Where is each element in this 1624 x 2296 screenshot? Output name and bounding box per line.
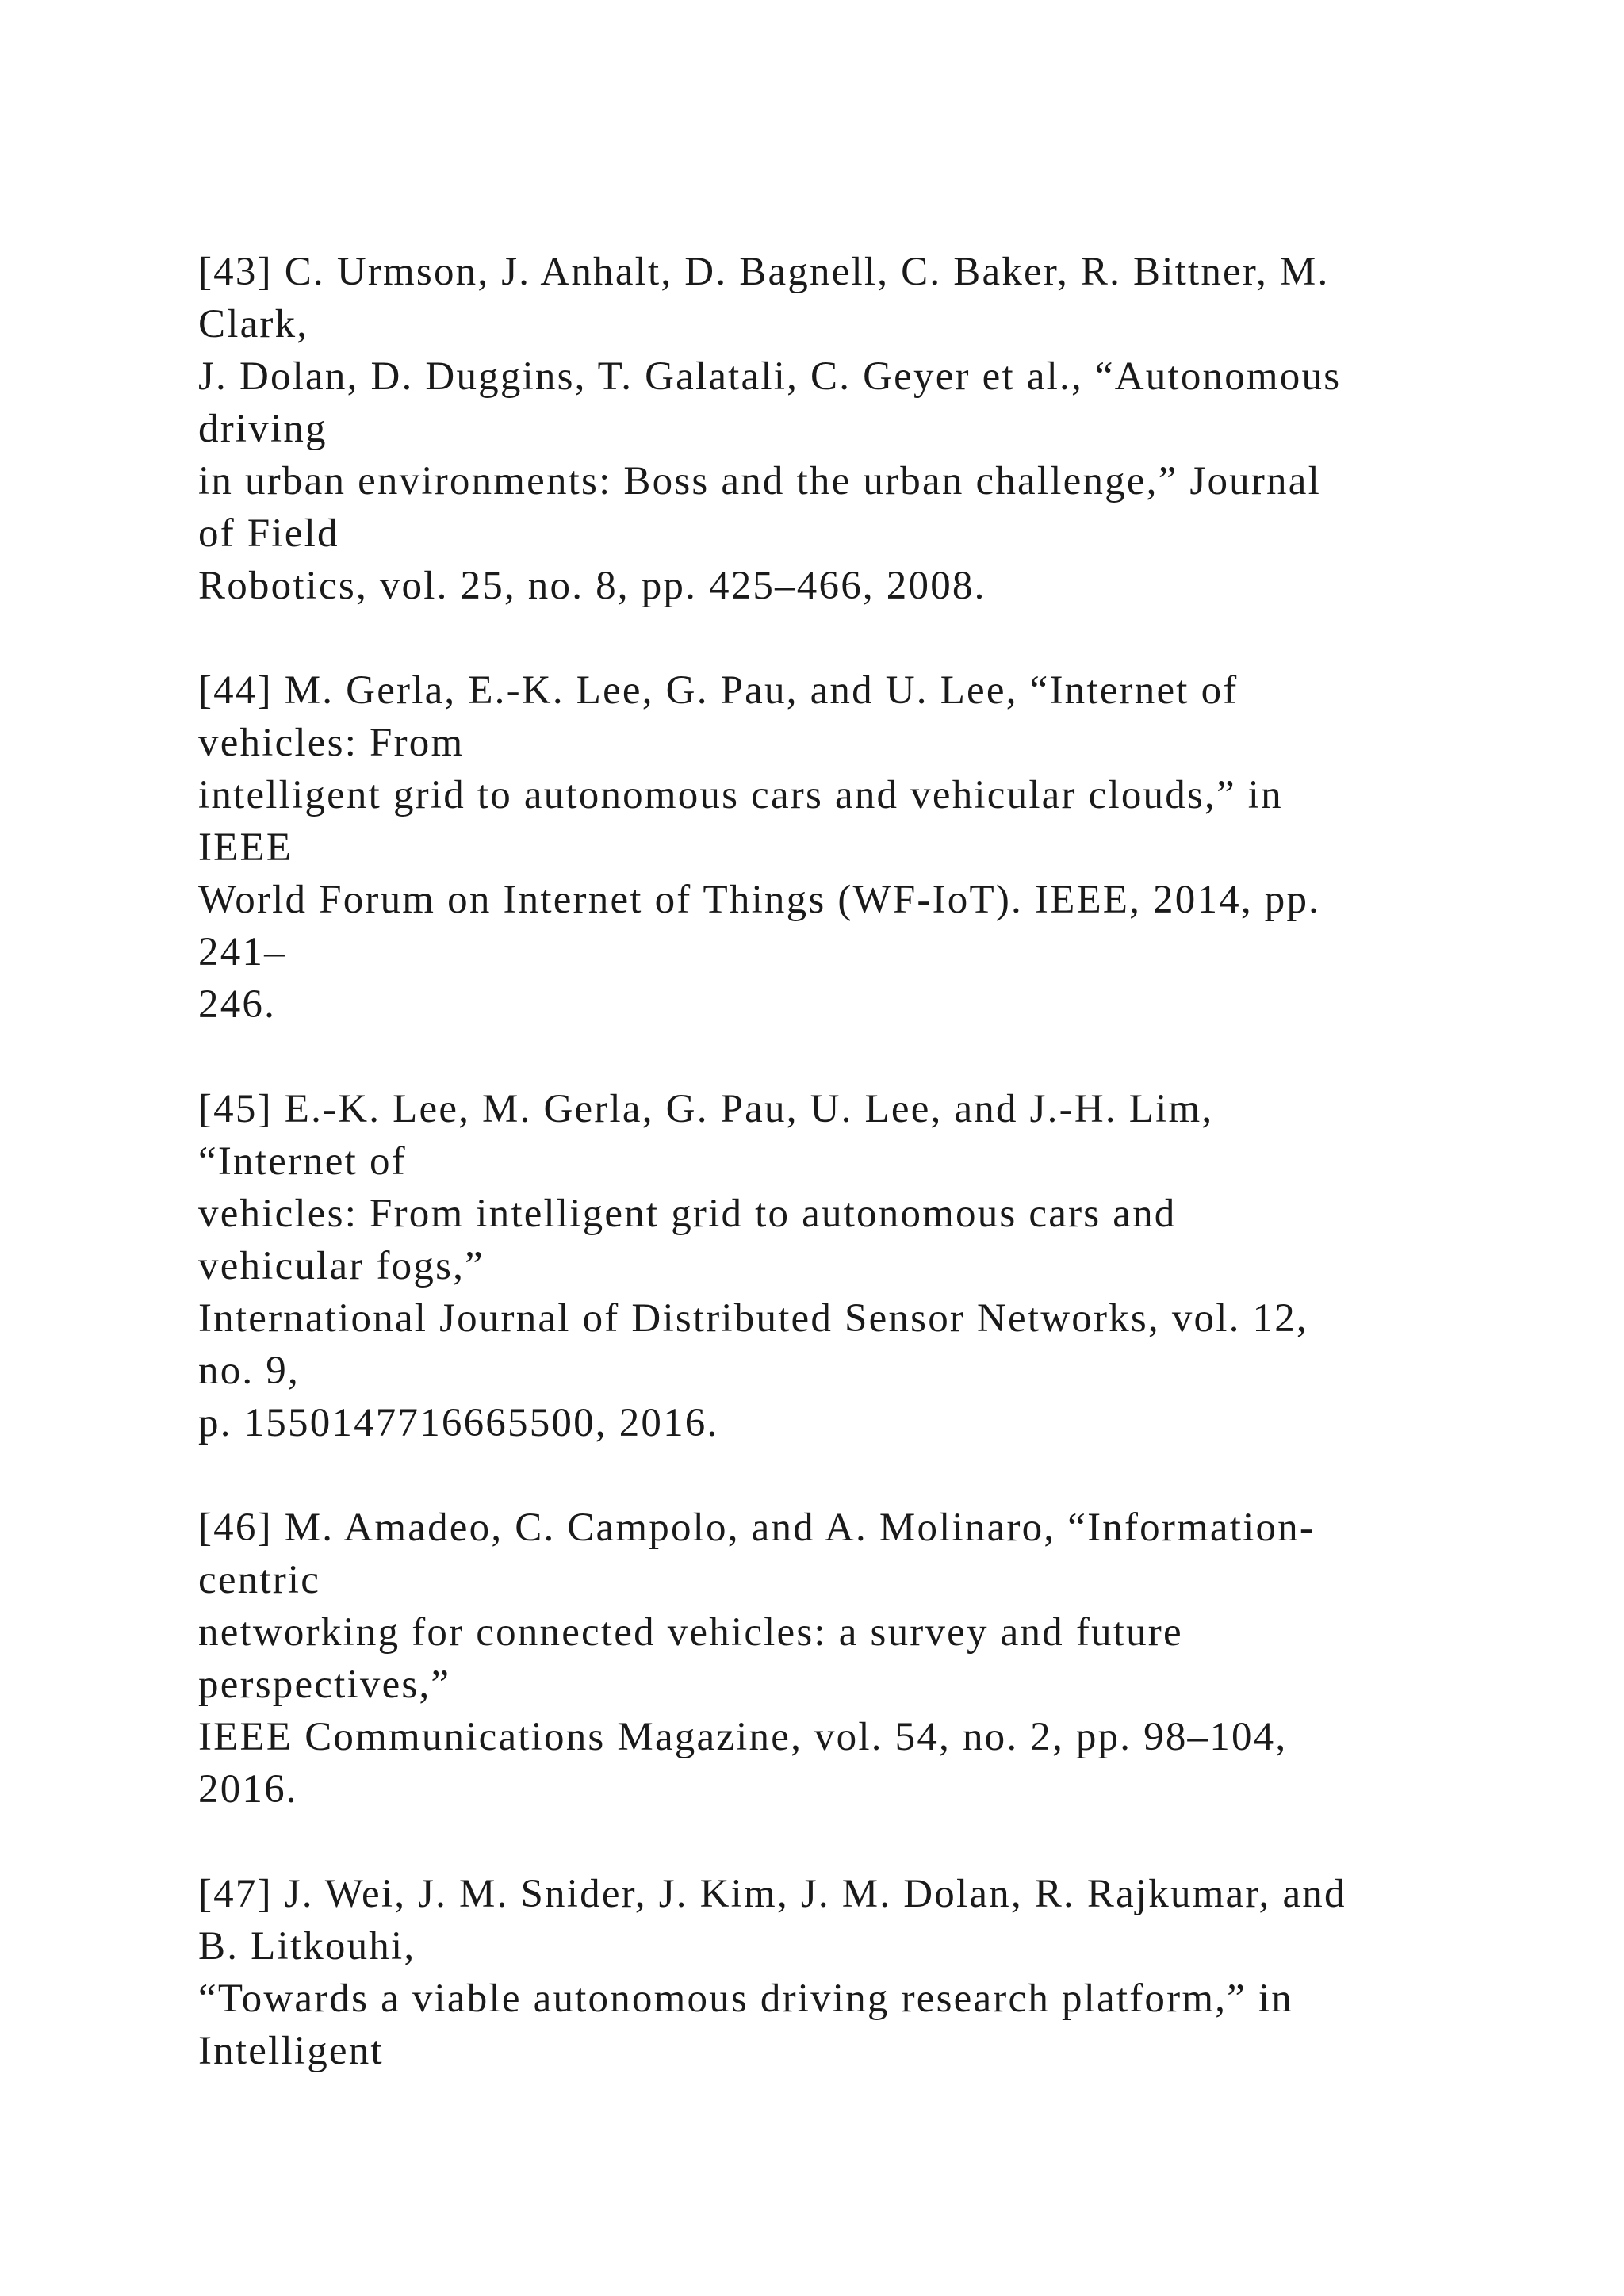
reference-line: “Internet of <box>198 1139 407 1184</box>
reference-line: IEEE <box>198 825 293 870</box>
reference-line: Intelligent <box>198 2029 384 2073</box>
reference-line: networking for connected vehicles: a survey and future <box>198 1610 1183 1655</box>
reference-line: [46] M. Amadeo, C. Campolo, and A. Molinaro, “Information- <box>198 1506 1316 1550</box>
reference-line: intelligent grid to autonomous cars and vehicular clouds,” in <box>198 773 1283 817</box>
reference-line: driving <box>198 407 327 451</box>
reference-list <box>198 246 1546 2130</box>
reference-line: 246. <box>198 982 277 1027</box>
reference-line: perspectives,” <box>198 1663 451 1707</box>
reference-line: [43] C. Urmson, J. Anhalt, D. Bagnell, C. Baker, R. Bittner, M. <box>198 250 1330 294</box>
reference-line: “Towards a viable autonomous driving research platform,” in <box>198 1976 1293 2021</box>
reference-entry-44 <box>198 664 1546 1031</box>
reference-entry-43 <box>198 246 1546 612</box>
reference-line: of Field <box>198 511 339 556</box>
reference-line: in urban environments: Boss and the urban challenge,” Journal <box>198 459 1321 503</box>
reference-line: vehicles: From <box>198 721 465 765</box>
reference-line: International Journal of Distributed Sensor Networks, vol. 12, <box>198 1296 1308 1341</box>
reference-line: Clark, <box>198 302 309 346</box>
reference-entry-45 <box>198 1083 1546 1449</box>
reference-line: 241– <box>198 930 286 974</box>
reference-line: [44] M. Gerla, E.-K. Lee, G. Pau, and U. Lee, “Internet of <box>198 668 1239 713</box>
reference-line: vehicular fogs,” <box>198 1244 485 1288</box>
reference-line: World Forum on Internet of Things (WF-IoT). IEEE, 2014, pp. <box>198 878 1321 922</box>
reference-line: no. 9, <box>198 1349 300 1393</box>
reference-line: Robotics, vol. 25, no. 8, pp. 425–466, 2008. <box>198 564 986 608</box>
reference-line: B. Litkouhi, <box>198 1924 416 1969</box>
reference-line: centric <box>198 1558 321 1602</box>
reference-line: J. Dolan, D. Duggins, T. Galatali, C. Geyer et al., “Autonomous <box>198 354 1342 399</box>
reference-line: [45] E.-K. Lee, M. Gerla, G. Pau, U. Lee, and J.-H. Lim, <box>198 1087 1214 1131</box>
reference-line: p. 1550147716665500, 2016. <box>198 1401 719 1445</box>
reference-line: [47] J. Wei, J. M. Snider, J. Kim, J. M. Dolan, R. Rajkumar, and <box>198 1872 1346 1916</box>
reference-entry-46 <box>198 1502 1546 1816</box>
reference-line: 2016. <box>198 1767 298 1812</box>
reference-line: IEEE Communications Magazine, vol. 54, no. 2, pp. 98–104, <box>198 1715 1288 1759</box>
reference-entry-47 <box>198 1868 1546 2077</box>
reference-line: vehicles: From intelligent grid to autonomous cars and <box>198 1192 1177 1236</box>
